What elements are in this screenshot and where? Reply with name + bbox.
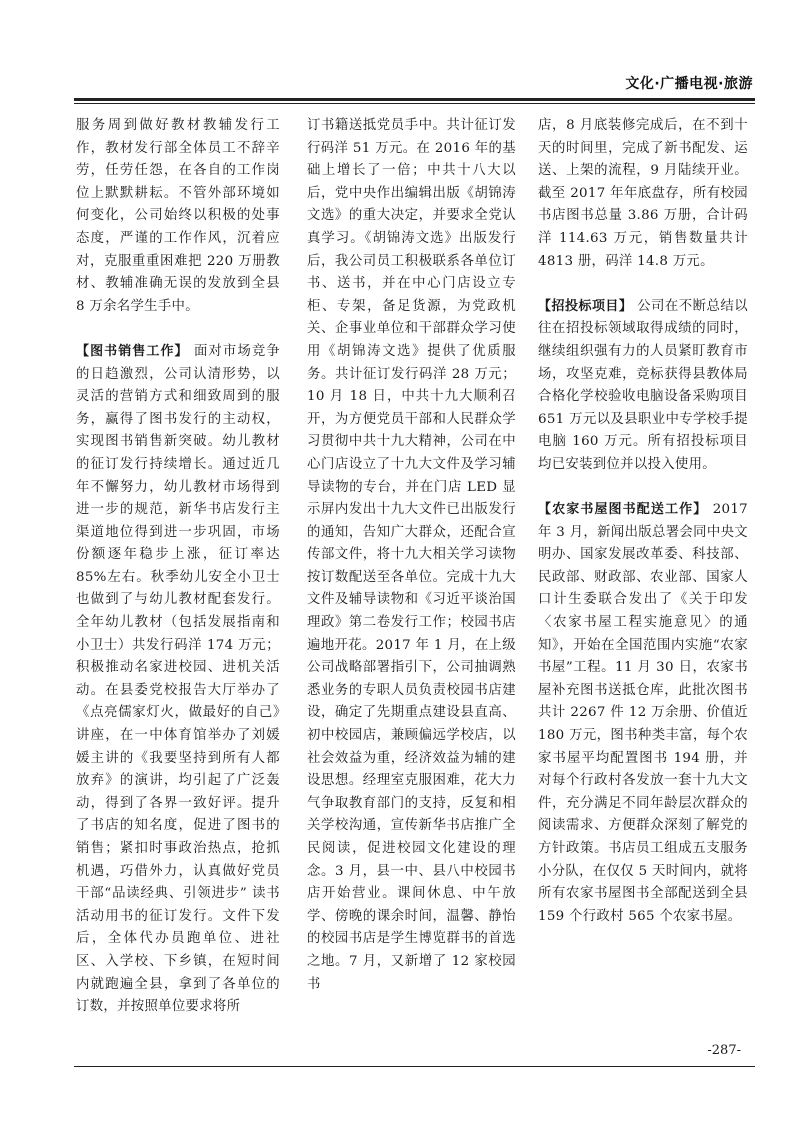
page-number: -287- <box>707 1043 741 1058</box>
header-rule-thin <box>74 103 755 104</box>
body-bidding: 公司在不断总结以往在招投标领域取得成绩的同时，继续组织强有力的人员紧盯教育市场，攻坚克难，竞标获得县教体局合格化学校验收电脑设备采购项目 651 万元以及县职业中专学校手提电脑 160 万元。所有招投标项目均已安装到位并以投入使用。 <box>538 298 748 472</box>
footer-rule <box>74 1066 755 1067</box>
paragraph-campus-stores: 店，8 月底装修完成后，在不到十天的时间里，完成了新书配发、运送、上架的流程，9 月陆续开业。截至 2017 年年底盘存，所有校园书店图书总量 3.86 万册，合计码洋 114.63 万元，销售数量共计 4813 册，码洋 14.8 万元。 <box>538 118 748 269</box>
heading-bidding: 【招投标项目】 <box>538 298 633 314</box>
column-2 <box>307 115 516 996</box>
body-book-sales: 面对市场竞争的日趋激烈，公司认清形势，以灵活的营销方式和细致周到的服务，赢得了图书发行的主动权，实现图书销售新突破。幼儿教材的征订发行持续增长。通过近几年不懈努力，幼儿教材市场得到进一步的规范，新华书店发行主渠道地位得到进一步巩固，市场份额逐年稳步上涨，征订率达 85%左右。秋季幼儿安全小卫士也做到了与幼儿教材配套发行。全年幼儿教材（包括发展指南和小卫士）共发行码洋 174 万元；积极推动名家进校园、进机关活动。在县委党校报告大厅举办了《点亮儒家灯火，做最好的自己》讲座，在一中体育馆举办了刘媛媛主讲的《我要坚持到所有人都放弃》的演讲，均引起了广泛轰动，得到了各界一致好评。提升了书店的知名度，促进了图书的销售；紧扣时事政治热点，抢抓机遇，巧借外力，认真做好党员干部“品读经典、引领进步” 读书活动用书的征订发行。文件下发后，全体代办员跑单位、进社区、入学校、下乡镇，在短时间内就跑遍全县，拿到了各单位的订数，并按照单位要求将所 <box>76 343 280 1015</box>
paragraph-book-sales <box>76 341 280 1019</box>
section-title: 文化·广播电视·旅游 <box>625 76 753 92</box>
body-farmhouse-library: 2017 年 3 月，新闻出版总署会同中央文明办、国家发展改革委、科技部、民政部、财政部、农业部、国家人口计生委联合发出了《关于印发〈农家书屋工程实施意见〉的通知》，开始在全国范围内实施“农家书屋”工程。11 月 30 日，农家书屋补充图书送抵仓库，此批次图书共计 2267 件 12 万余册、价值近 180 万元，图书种类丰富，每个农家书屋平均配置图书 194 册，并对每个行政村各发放一套十九大文件，充分满足不同年龄层次群众的阅读需求、方便群众深刻了解党的方针政策。书店员工组成五支服务小分队，在仅仅 5 天时间内，就将所有农家书屋图书全部配送到全县 159 个行政村 565 个农家书屋。 <box>538 502 748 924</box>
paragraph-book-sales-continued: 订书籍送抵党员手中。共计征订发行码洋 51 万元。在 2016 年的基础上增长了一倍；中共十八大以后，党中央作出编辑出版《胡锦涛文选》的重大决定，并要求全党认真学习。《胡锦涛文选》出版发行后，我公司员工积极联系各单位订书、送书，并在中心门店设立专柜、专架，备足货源，为党政机关、企事业单位和干部群众学习使用《胡锦涛文选》提供了优质服务。共计征订发行码洋 28 万元；10 月 18 日，中共十九大顺利召开，为方便党员干部和人民群众学习贯彻中共十九大精神，公司在中心门店设立了十九大文件及学习辅导读物的专台，并在门店 LED 显示屏内发出十九大文件已出版发行的通知，告知广大群众，还配合宣传部文件，将十九大相关学习读物按订数配送至各单位。完成十九大文件及辅导读物和《习近平谈治国理政》第二卷发行工作；校园书店遍地开花。2017 年 1 月，在上级公司战略部署指引下，公司抽调熟悉业务的专职人员负责校园书店建设，确定了先期重点建设县直高、初中校园店，兼顾偏远学校店，以社会效益为重，经济效益为辅的建设思想。经理室克服困难，花大力气争取教育部门的支持，反复和相关学校沟通，宣传新华书店推广全民阅读，促进校园文化建设的理念。3 月，县一中、县八中校园书店开始营业。课间休息、中午放学、傍晚的课余时间，温馨、静怡的校园书店是学生博览群书的首选之地。7 月，又新增了 12 家校园书 <box>307 118 516 992</box>
paragraph-farmhouse-library <box>538 499 748 928</box>
heading-farmhouse-library: 【农家书屋图书配送工作】 <box>538 502 708 518</box>
column-1 <box>76 115 280 1019</box>
paragraph-teaching-materials: 服务周到做好教材教辅发行工作，教材发行部全体员工不辞辛劳，任劳任怨，在各自的工作岗位上默默耕耘。不管外部环境如何变化，公司始终以积极的处事态度，严谨的工作作风，沉着应对，克服重重困难把 220 万册教材、教辅准确无误的发放到全县 8 万余名学生手中。 <box>76 118 280 314</box>
header-rule-thick <box>74 98 755 101</box>
heading-book-sales: 【图书销售工作】 <box>76 343 189 359</box>
column-3 <box>538 115 748 928</box>
paragraph-bidding <box>538 296 748 477</box>
